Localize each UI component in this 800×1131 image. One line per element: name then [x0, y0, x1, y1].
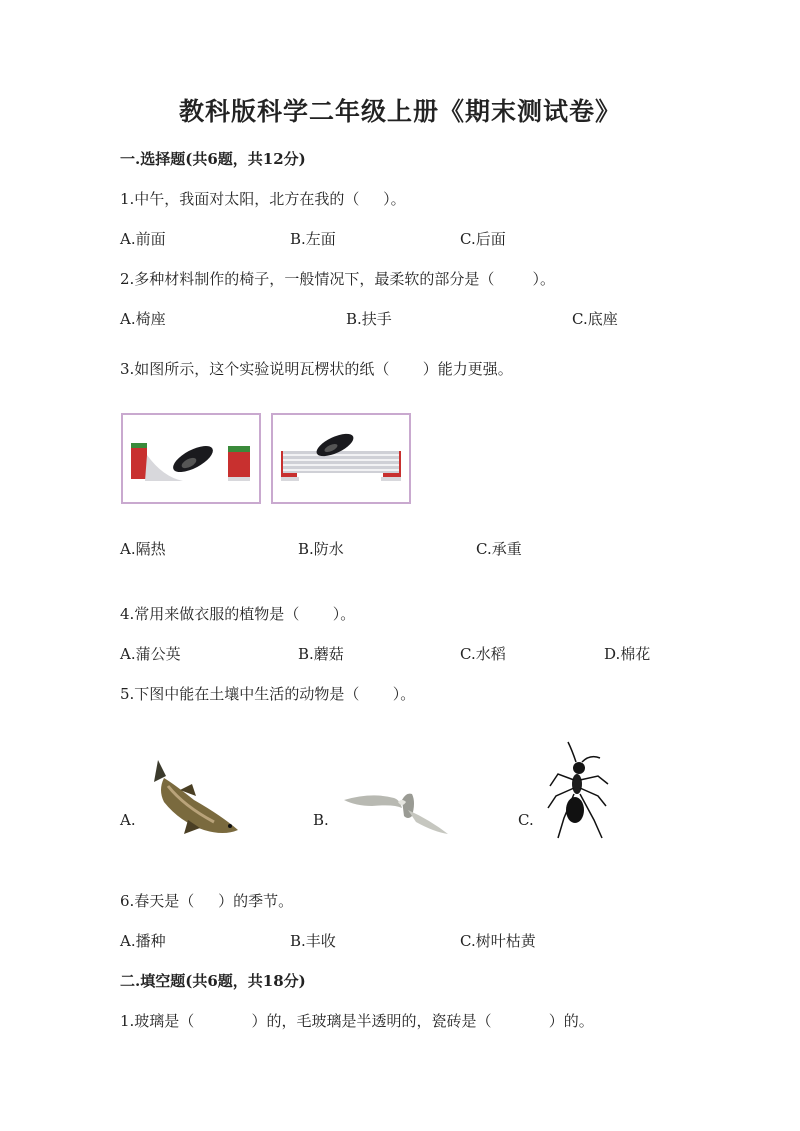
q2-option-a: A.椅座 [120, 310, 166, 328]
seagull-image [342, 786, 452, 838]
q5-option-c-label: C. [518, 811, 534, 829]
fish-image [144, 756, 244, 840]
q5-option-a-label: A. [120, 811, 136, 829]
section-heading-fill: 二.填空题(共6题，共18分) [120, 972, 306, 990]
q4-option-d: D.棉花 [604, 645, 651, 663]
q2-option-b: B.扶手 [346, 310, 392, 328]
experiment-flat-paper-figure [121, 413, 261, 504]
question-4: 4.常用来做衣服的植物是（ ）。 [120, 605, 356, 623]
q3-option-c: C.承重 [476, 540, 522, 558]
q1-option-b: B.左面 [290, 230, 336, 248]
q1-option-a: A.前面 [120, 230, 166, 248]
question-3: 3.如图所示，这个实验说明瓦楞状的纸（ ）能力更强。 [120, 360, 513, 378]
q3-option-b: B.防水 [298, 540, 344, 558]
question-2: 2.多种材料制作的椅子，一般情况下，最柔软的部分是（ ）。 [120, 270, 555, 288]
q4-option-b: B.蘑菇 [298, 645, 344, 663]
ant-image [544, 740, 614, 846]
q6-option-b: B.丰收 [290, 932, 336, 950]
fill-question-1: 1.玻璃是（ ）的，毛玻璃是半透明的，瓷砖是（ ）的。 [120, 1012, 594, 1030]
experiment-corrugated-paper-figure [271, 413, 411, 504]
q4-option-c: C.水稻 [460, 645, 506, 663]
q6-option-a: A.播种 [120, 932, 166, 950]
q5-option-b-label: B. [313, 811, 329, 829]
section-heading-choice: 一.选择题(共6题，共12分) [120, 150, 306, 168]
q2-option-c: C.底座 [572, 310, 618, 328]
q1-option-c: C.后面 [460, 230, 506, 248]
q3-option-a: A.隔热 [120, 540, 166, 558]
q4-option-a: A.蒲公英 [120, 645, 181, 663]
question-6: 6.春天是（ ）的季节。 [120, 892, 294, 910]
question-5: 5.下图中能在土壤中生活的动物是（ ）。 [120, 685, 416, 703]
question-1: 1.中午，我面对太阳，北方在我的（ ）。 [120, 190, 406, 208]
page-title: 教科版科学二年级上册《期末测试卷》 [178, 97, 621, 126]
q6-option-c: C.树叶枯黄 [460, 932, 536, 950]
